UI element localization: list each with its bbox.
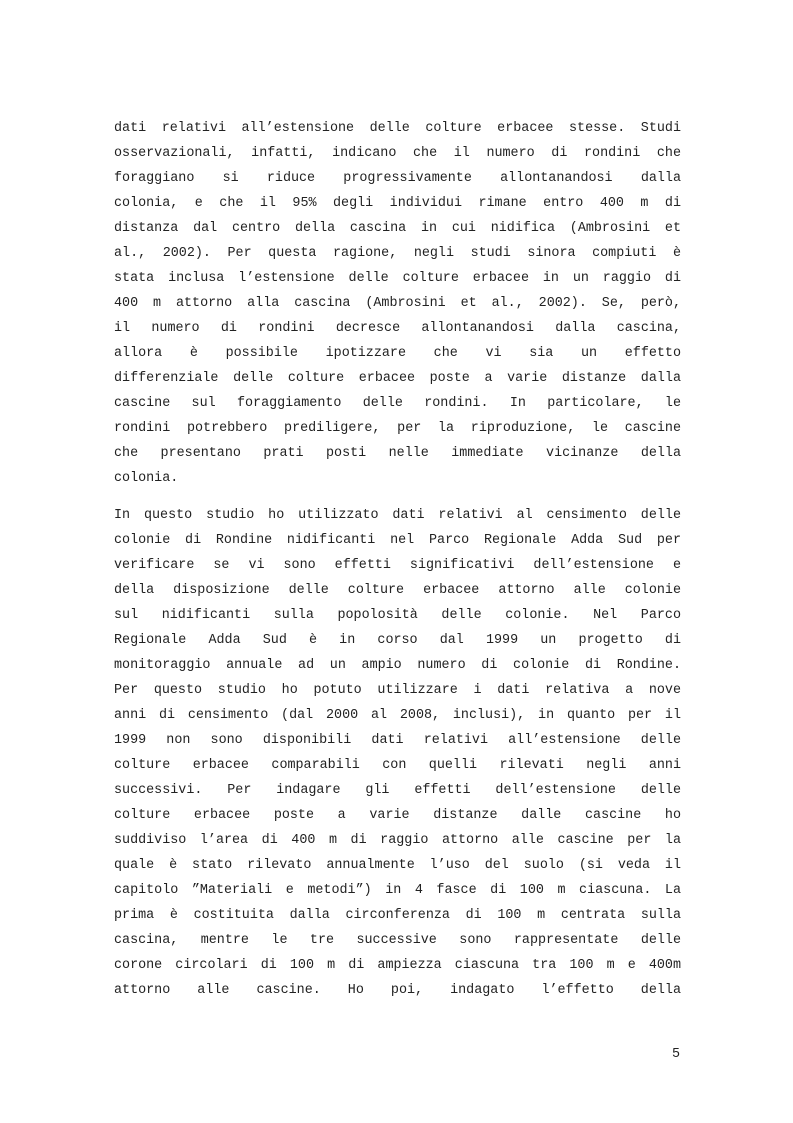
- text-line: sul nidificanti sulla popolosità delle colonie. Nel Parco: [114, 608, 681, 623]
- text-line: colonie di Rondine nidificanti nel Parco Regionale Adda Sud per: [114, 533, 681, 548]
- text-line: che presentano prati posti nelle immediate vicinanze della: [114, 446, 681, 461]
- text-line: capitolo ”Materiali e metodi”) in 4 fasce di 100 m ciascuna. La: [114, 883, 681, 898]
- text-line: successivi. Per indagare gli effetti dell’estensione delle: [114, 783, 681, 798]
- page-number: 5: [671, 1047, 680, 1062]
- text-line: Regionale Adda Sud è in corso dal 1999 un progetto di: [114, 633, 681, 648]
- text-line: attorno alle cascine. Ho poi, indagato l’effetto della: [114, 983, 681, 998]
- text-line: In questo studio ho utilizzato dati relativi al censimento delle: [114, 508, 681, 523]
- text-line: colonia, e che il 95% degli individui rimane entro 400 m di: [114, 196, 681, 211]
- text-line: colture erbacee comparabili con quelli rilevati negli anni: [114, 758, 681, 773]
- text-line: al., 2002). Per questa ragione, negli studi sinora compiuti è: [114, 246, 681, 261]
- text-line: Per questo studio ho potuto utilizzare i dati relativa a nove: [114, 683, 681, 698]
- text-line: monitoraggio annuale ad un ampio numero di colonie di Rondine.: [114, 658, 681, 673]
- text-line: anni di censimento (dal 2000 al 2008, inclusi), in quanto per il: [114, 708, 681, 723]
- text-line: il numero di rondini decresce allontanandosi dalla cascina,: [114, 321, 681, 336]
- text-line: 1999 non sono disponibili dati relativi all’estensione delle: [114, 733, 681, 748]
- text-line: allora è possibile ipotizzare che vi sia un effetto: [114, 346, 681, 361]
- text-line: quale è stato rilevato annualmente l’uso del suolo (si veda il: [114, 858, 681, 873]
- text-line: differenziale delle colture erbacee poste a varie distanze dalla: [114, 371, 681, 386]
- text-line: corone circolari di 100 m di ampiezza ciascuna tra 100 m e 400m: [114, 958, 681, 973]
- text-line: dati relativi all’estensione delle colture erbacee stesse. Studi: [114, 121, 681, 136]
- text-line: distanza dal centro della cascina in cui nidifica (Ambrosini et: [114, 221, 681, 236]
- text-line: 400 m attorno alla cascina (Ambrosini et al., 2002). Se, però,: [114, 296, 681, 311]
- text-line: rondini potrebbero prediligere, per la riproduzione, le cascine: [114, 421, 681, 436]
- text-line: osservazionali, infatti, indicano che il numero di rondini che: [114, 146, 681, 161]
- text-line: colonia.: [114, 471, 179, 486]
- text-line: foraggiano si riduce progressivamente allontanandosi dalla: [114, 171, 681, 186]
- text-line: cascine sul foraggiamento delle rondini. In particolare, le: [114, 396, 681, 411]
- text-line: stata inclusa l’estensione delle colture erbacee in un raggio di: [114, 271, 681, 286]
- text-line: verificare se vi sono effetti significativi dell’estensione e: [114, 558, 681, 573]
- text-line: colture erbacee poste a varie distanze dalle cascine ho: [114, 808, 681, 823]
- text-line: prima è costituita dalla circonferenza di 100 m centrata sulla: [114, 908, 681, 923]
- text-line: della disposizione delle colture erbacee attorno alle colonie: [114, 583, 681, 598]
- text-line: cascina, mentre le tre successive sono rappresentate delle: [114, 933, 681, 948]
- text-line: suddiviso l’area di 400 m di raggio attorno alle cascine per la: [114, 833, 681, 848]
